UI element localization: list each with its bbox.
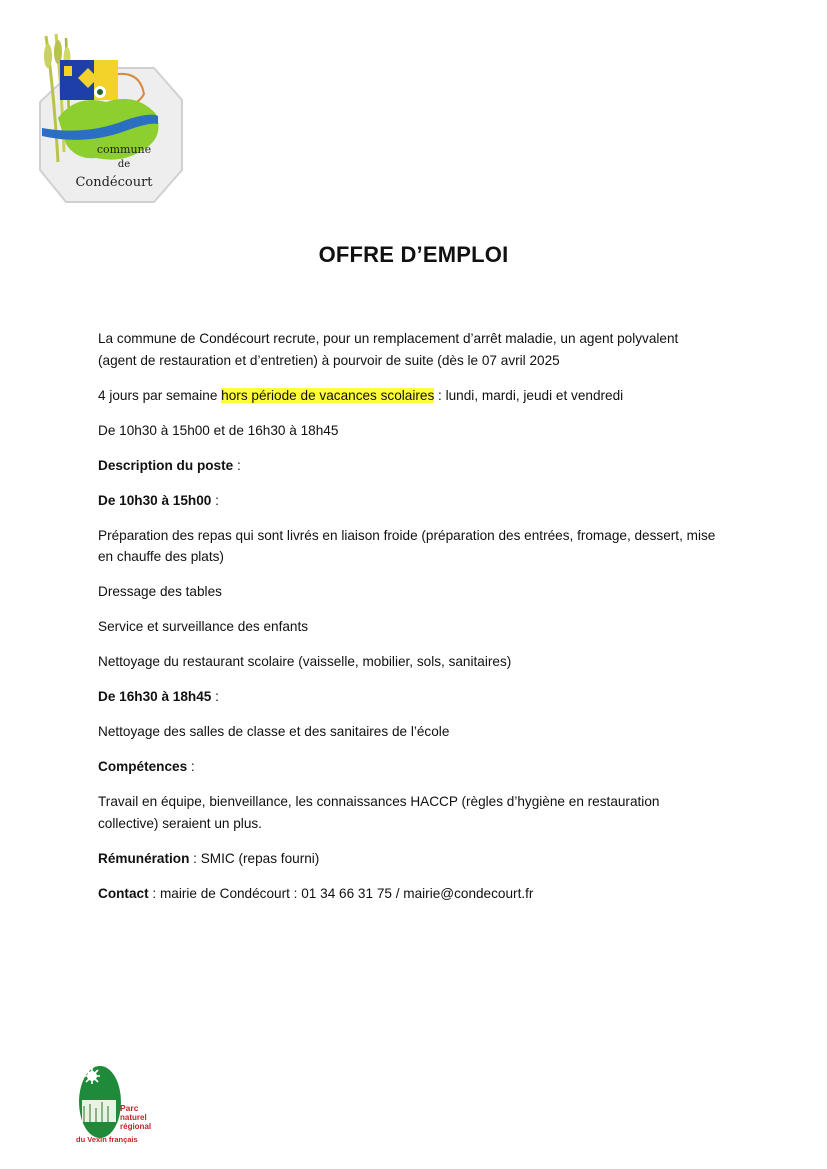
days-paragraph xyxy=(98,385,718,407)
slot1-suffix: : xyxy=(211,492,219,508)
park-text-naturel: naturel xyxy=(120,1113,147,1122)
logo-text-commune: commune xyxy=(96,143,152,156)
pay-label: Rémunération xyxy=(98,850,190,866)
description-label: Description du poste xyxy=(98,457,234,473)
skills-label: Compétences xyxy=(98,759,188,774)
task-item: Nettoyage du restaurant scolaire (vaisselle, mobilier, sols, sanitaires) xyxy=(98,654,512,669)
job-offer-body xyxy=(98,328,718,918)
slot2-heading xyxy=(98,686,718,708)
slot1-heading xyxy=(98,490,718,512)
task-item: Service et surveillance des enfants xyxy=(98,619,309,634)
description-heading xyxy=(98,455,718,477)
skills-paragraph: Travail en équipe, bienveillance, les connaissances HACCP (règles d’hygiène en restauration collective) seraient un plus. xyxy=(98,794,660,831)
slot2-suffix: : xyxy=(211,689,219,704)
park-text-regional: régional xyxy=(120,1122,152,1131)
task-item: Nettoyage des salles de classe et des sanitaires de l’école xyxy=(98,724,450,739)
contact-text: : mairie de Condécourt : 01 34 66 31 75 / mairie@condecourt.fr xyxy=(148,885,534,901)
days-suffix: : lundi, mardi, jeudi et vendredi xyxy=(434,387,624,403)
park-logo xyxy=(76,1062,152,1148)
skills-heading xyxy=(98,756,718,778)
pay-text: : SMIC (repas fourni) xyxy=(189,850,320,866)
intro-paragraph: La commune de Condécourt recrute, pour un remplacement d’arrêt maladie, un agent polyvalent (agent de restauration et d’entretien) à pourvoir de suite (dès le 07 avril 2025 xyxy=(98,331,679,368)
slot2-label: De 16h30 à 18h45 xyxy=(98,689,212,704)
pay-paragraph xyxy=(98,848,718,870)
hours-paragraph: De 10h30 à 15h00 et de 16h30 à 18h45 xyxy=(98,422,339,438)
park-text-parc: Parc xyxy=(120,1103,139,1113)
page-title: OFFRE D’EMPLOI xyxy=(318,242,509,267)
logo-text-de: de xyxy=(117,159,131,170)
slot1-label: De 10h30 à 15h00 xyxy=(98,492,212,508)
skills-suffix: : xyxy=(187,759,195,774)
task-item: Préparation des repas qui sont livrés en liaison froide (préparation des entrées, fromage, dessert, mise en chauffe des plats) xyxy=(98,527,716,564)
contact-paragraph xyxy=(98,883,718,905)
contact-label: Contact xyxy=(98,885,149,901)
days-prefix: 4 jours par semaine xyxy=(98,387,222,403)
task-item: Dressage des tables xyxy=(98,584,222,599)
logo-text-condecourt: Condécourt xyxy=(75,175,153,190)
days-highlight: hors période de vacances scolaires xyxy=(221,387,435,403)
park-text-vexin: du Vexin français xyxy=(76,1135,138,1144)
description-suffix: : xyxy=(233,457,241,473)
commune-logo xyxy=(36,32,186,204)
